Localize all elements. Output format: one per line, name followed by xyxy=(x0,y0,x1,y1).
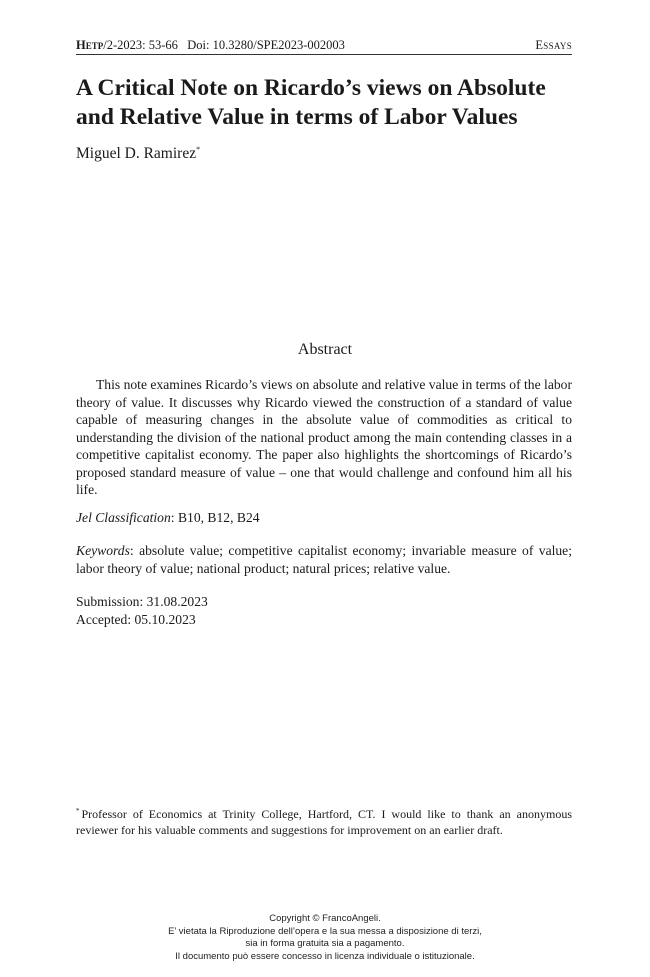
author-name: Miguel D. Ramirez xyxy=(76,145,197,163)
submission-date: Submission: 31.08.2023 xyxy=(76,594,208,609)
author-footnote-mark: * xyxy=(196,145,201,154)
dates-block xyxy=(76,593,572,628)
journal-name: Hetp xyxy=(76,38,104,52)
copyright-line-1: Copyright © FrancoAngeli. xyxy=(269,913,381,924)
abstract-text: This note examines Ricardo’s views on absolute and relative value in terms of the labor theory of value. It discusses why Ricardo viewed the construction of a standard of value capable of measuring changes in the absolute value of commodities as critical to understanding the division of the national product among the main contending classes in a competitive capitalist economy. The paper also highlights the shortcomings of Ricardo’s proposed standard measure of value – one that would challenge and confound him all his life. xyxy=(76,377,572,497)
running-header xyxy=(76,37,572,55)
author-line xyxy=(76,140,200,164)
keywords xyxy=(76,542,572,577)
abstract-heading: Abstract xyxy=(297,341,353,358)
copyright-line-2: E’ vietata la Riproduzione dell’opera e la sua messa a disposizione di terzi, xyxy=(168,925,482,937)
journal-issue: /2-2023: 53-66 xyxy=(103,38,178,52)
copyright-line-3: sia in forma gratuita sia a pagamento. xyxy=(245,938,405,950)
footnote-mark: * xyxy=(76,807,80,815)
journal-citation xyxy=(76,37,345,53)
jel-value: : B10, B12, B24 xyxy=(170,510,260,525)
copyright-line-4: Il documento può essere concesso in licenza individuale o istituzionale. xyxy=(175,950,475,962)
doi-text: Doi: 10.3280/SPE2023-002003 xyxy=(187,38,345,52)
copyright-notice xyxy=(0,913,650,963)
jel-label: Jel Classification xyxy=(76,510,171,525)
article-title: A Critical Note on Ricardo’s views on Absolute and Relative Value in terms of Labor Values xyxy=(76,75,546,130)
author-footnote xyxy=(76,804,572,838)
jel-classification xyxy=(76,509,572,527)
keywords-label: Keywords xyxy=(76,543,130,558)
footnote-text: Professor of Economics at Trinity College, Hartford, CT. I would like to thank an anonymous reviewer for his valuable comments and suggestions for improvement on an earlier draft. xyxy=(76,807,572,837)
section-label: Essays xyxy=(535,38,572,52)
accepted-date: Accepted: 05.10.2023 xyxy=(76,611,196,627)
keywords-value: : absolute value; competitive capitalist economy; invariable measure of value; labor theory of value; national product; natural prices; relative value. xyxy=(76,543,572,576)
